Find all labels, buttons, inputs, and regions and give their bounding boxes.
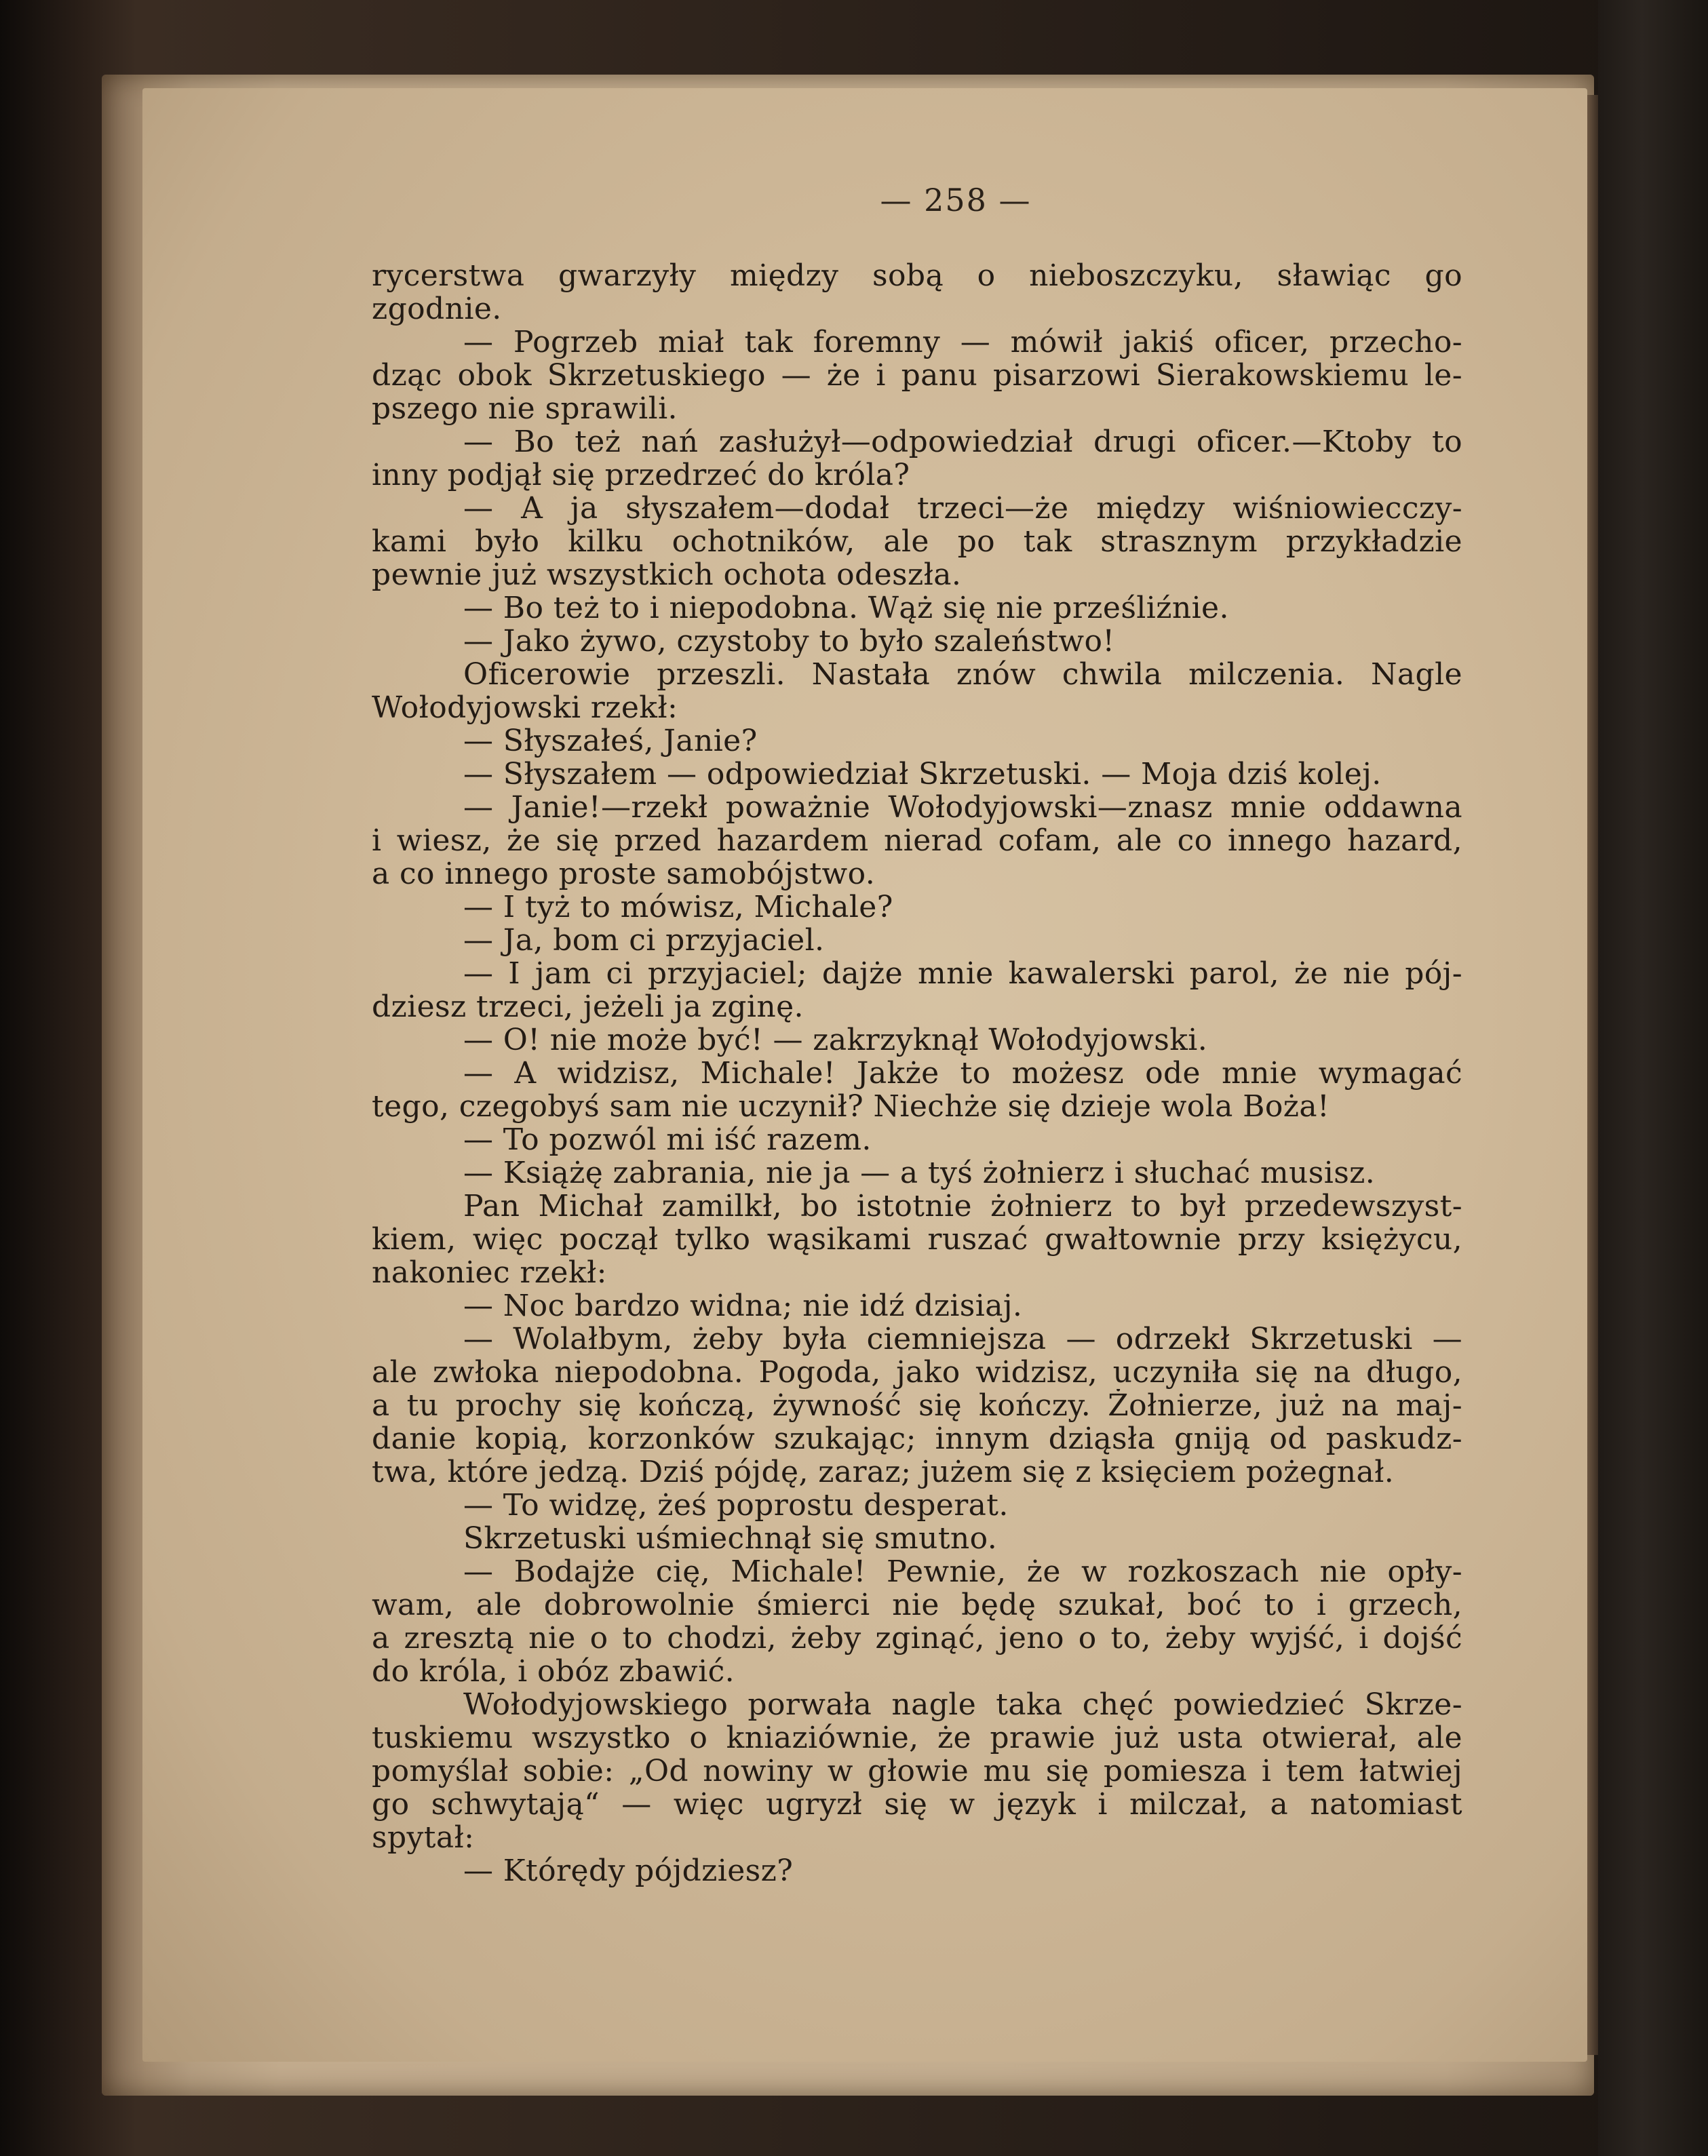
text-line: — Słyszałem — odpowiedział Skrzetuski. — Moja dziś kolej. — [463, 758, 1382, 791]
text-line: ale zwłoka niepodobna. Pogoda, jako widzisz, uczyniła się na długo, — [372, 1356, 1462, 1389]
text-line: Wołodyjowski rzekł: — [372, 691, 678, 724]
text-line: twa, które jedzą. Dziś pójdę, zaraz; jużem się z księciem pożegnał. — [372, 1455, 1395, 1489]
text-line: Wołodyjowskiego porwała nagle taka chęć powiedzieć Skrze- — [463, 1688, 1462, 1721]
text-line: a co innego proste samobójstwo. — [372, 857, 876, 890]
text-line: Pan Michał zamilkł, bo istotnie żołnierz to był przedewszyst- — [463, 1190, 1462, 1223]
text-line: pomyślał sobie: „Od nowiny w głowie mu się pomiesza i tem łatwiej — [372, 1755, 1462, 1788]
text-line: tego, czegobyś sam nie uczynił? Niechże się dzieje wola Boża! — [372, 1090, 1330, 1123]
text-line: pewnie już wszystkich ochota odeszła. — [372, 558, 962, 591]
text-line: kami było kilku ochotników, ale po tak strasznym przykładzie — [372, 525, 1462, 558]
text-line: wam, ale dobrowolnie śmierci nie będę szukał, boć to i grzech, — [372, 1588, 1462, 1622]
page-number: — 258 — — [880, 182, 1032, 218]
text-line: a zresztą nie o to chodzi, żeby zginąć, jeno o to, żeby wyjść, i dojść — [372, 1622, 1462, 1655]
text-line: — Bo też to i niepodobna. Wąż się nie prześliźnie. — [463, 591, 1229, 625]
text-line: nakoniec rzekł: — [372, 1256, 607, 1289]
text-line: — Którędy pójdziesz? — [463, 1854, 794, 1887]
text-line: go schwytają“ — więc ugryzł się w język i milczał, a natomiast — [372, 1788, 1462, 1821]
text-line: — A ja słyszałem—dodał trzeci—że między wiśniowiecczy- — [463, 492, 1462, 525]
text-line: — To pozwól mi iść razem. — [463, 1123, 872, 1156]
text-line: — Noc bardzo widna; nie idź dzisiaj. — [463, 1289, 1023, 1322]
text-line: spytał: — [372, 1821, 475, 1854]
text-line: inny podjął się przedrzeć do króla? — [372, 458, 910, 492]
text-line: — I jam ci przyjaciel; dajże mnie kawalerski parol, że nie pój- — [463, 957, 1462, 990]
facing-page-edge — [1598, 0, 1708, 2156]
text-line: — Wolałbym, żeby była ciemniejsza — odrzekł Skrzetuski — — [463, 1322, 1462, 1356]
text-line: dząc obok Skrzetuskiego — że i panu pisarzowi Sierakowskiemu le- — [372, 359, 1462, 392]
text-line: pszego nie sprawili. — [372, 392, 678, 425]
text-line: — To widzę, żeś poprostu desperat. — [463, 1489, 1009, 1522]
text-block — [372, 259, 1462, 1887]
text-line: do króla, i obóz zbawić. — [372, 1655, 735, 1688]
text-line: — Bo też nań zasłużył—odpowiedział drugi oficer.—Ktoby to — [463, 425, 1462, 458]
text-line: — Jako żywo, czystoby to było szaleństwo! — [463, 625, 1115, 658]
text-line: — Bodajże cię, Michale! Pewnie, że w rozkoszach nie opły- — [463, 1555, 1462, 1588]
text-line: — A widzisz, Michale! Jakże to możesz ode mnie wymagać — [463, 1057, 1462, 1090]
page-gutter-shadow — [1587, 95, 1598, 2055]
text-line: rycerstwa gwarzyły między sobą o nieboszczyku, sławiąc go — [372, 259, 1462, 292]
text-line: a tu prochy się kończą, żywność się kończy. Żołnierze, już na maj- — [372, 1389, 1462, 1422]
text-line: i wiesz, że się przed hazardem nierad cofam, ale co innego hazard, — [372, 824, 1462, 857]
text-line: danie kopią, korzonków szukając; innym dziąsła gniją od paskudz- — [372, 1422, 1462, 1455]
text-line: — Książę zabrania, nie ja — a tyś żołnierz i słuchać musisz. — [463, 1156, 1376, 1190]
text-line: Skrzetuski uśmiechnął się smutno. — [463, 1522, 998, 1555]
text-line: kiem, więc począł tylko wąsikami ruszać gwałtownie przy księżycu, — [372, 1223, 1462, 1256]
text-line: tuskiemu wszystko o kniaziówniе, że prawie już usta otwierał, ale — [372, 1721, 1462, 1755]
text-line: dziesz trzeci, jeżeli ja zginę. — [372, 990, 804, 1023]
text-line: — Pogrzeb miał tak foremny — mówił jakiś oficer, przecho- — [463, 326, 1462, 359]
text-line: — I tyż to mówisz, Michale? — [463, 890, 893, 924]
text-line: zgodnie. — [372, 292, 502, 326]
text-line: — Janie!—rzekł poważnie Wołodyjowski—znasz mnie oddawna — [463, 791, 1462, 824]
text-line: Oficerowie przeszli. Nastała znów chwila milczenia. Nagle — [463, 658, 1462, 691]
text-line: — Słyszałeś, Janie? — [463, 724, 758, 758]
text-line: — O! nie może być! — zakrzyknął Wołodyjowski. — [463, 1023, 1208, 1057]
text-line: — Ja, bom ci przyjaciel. — [463, 924, 825, 957]
